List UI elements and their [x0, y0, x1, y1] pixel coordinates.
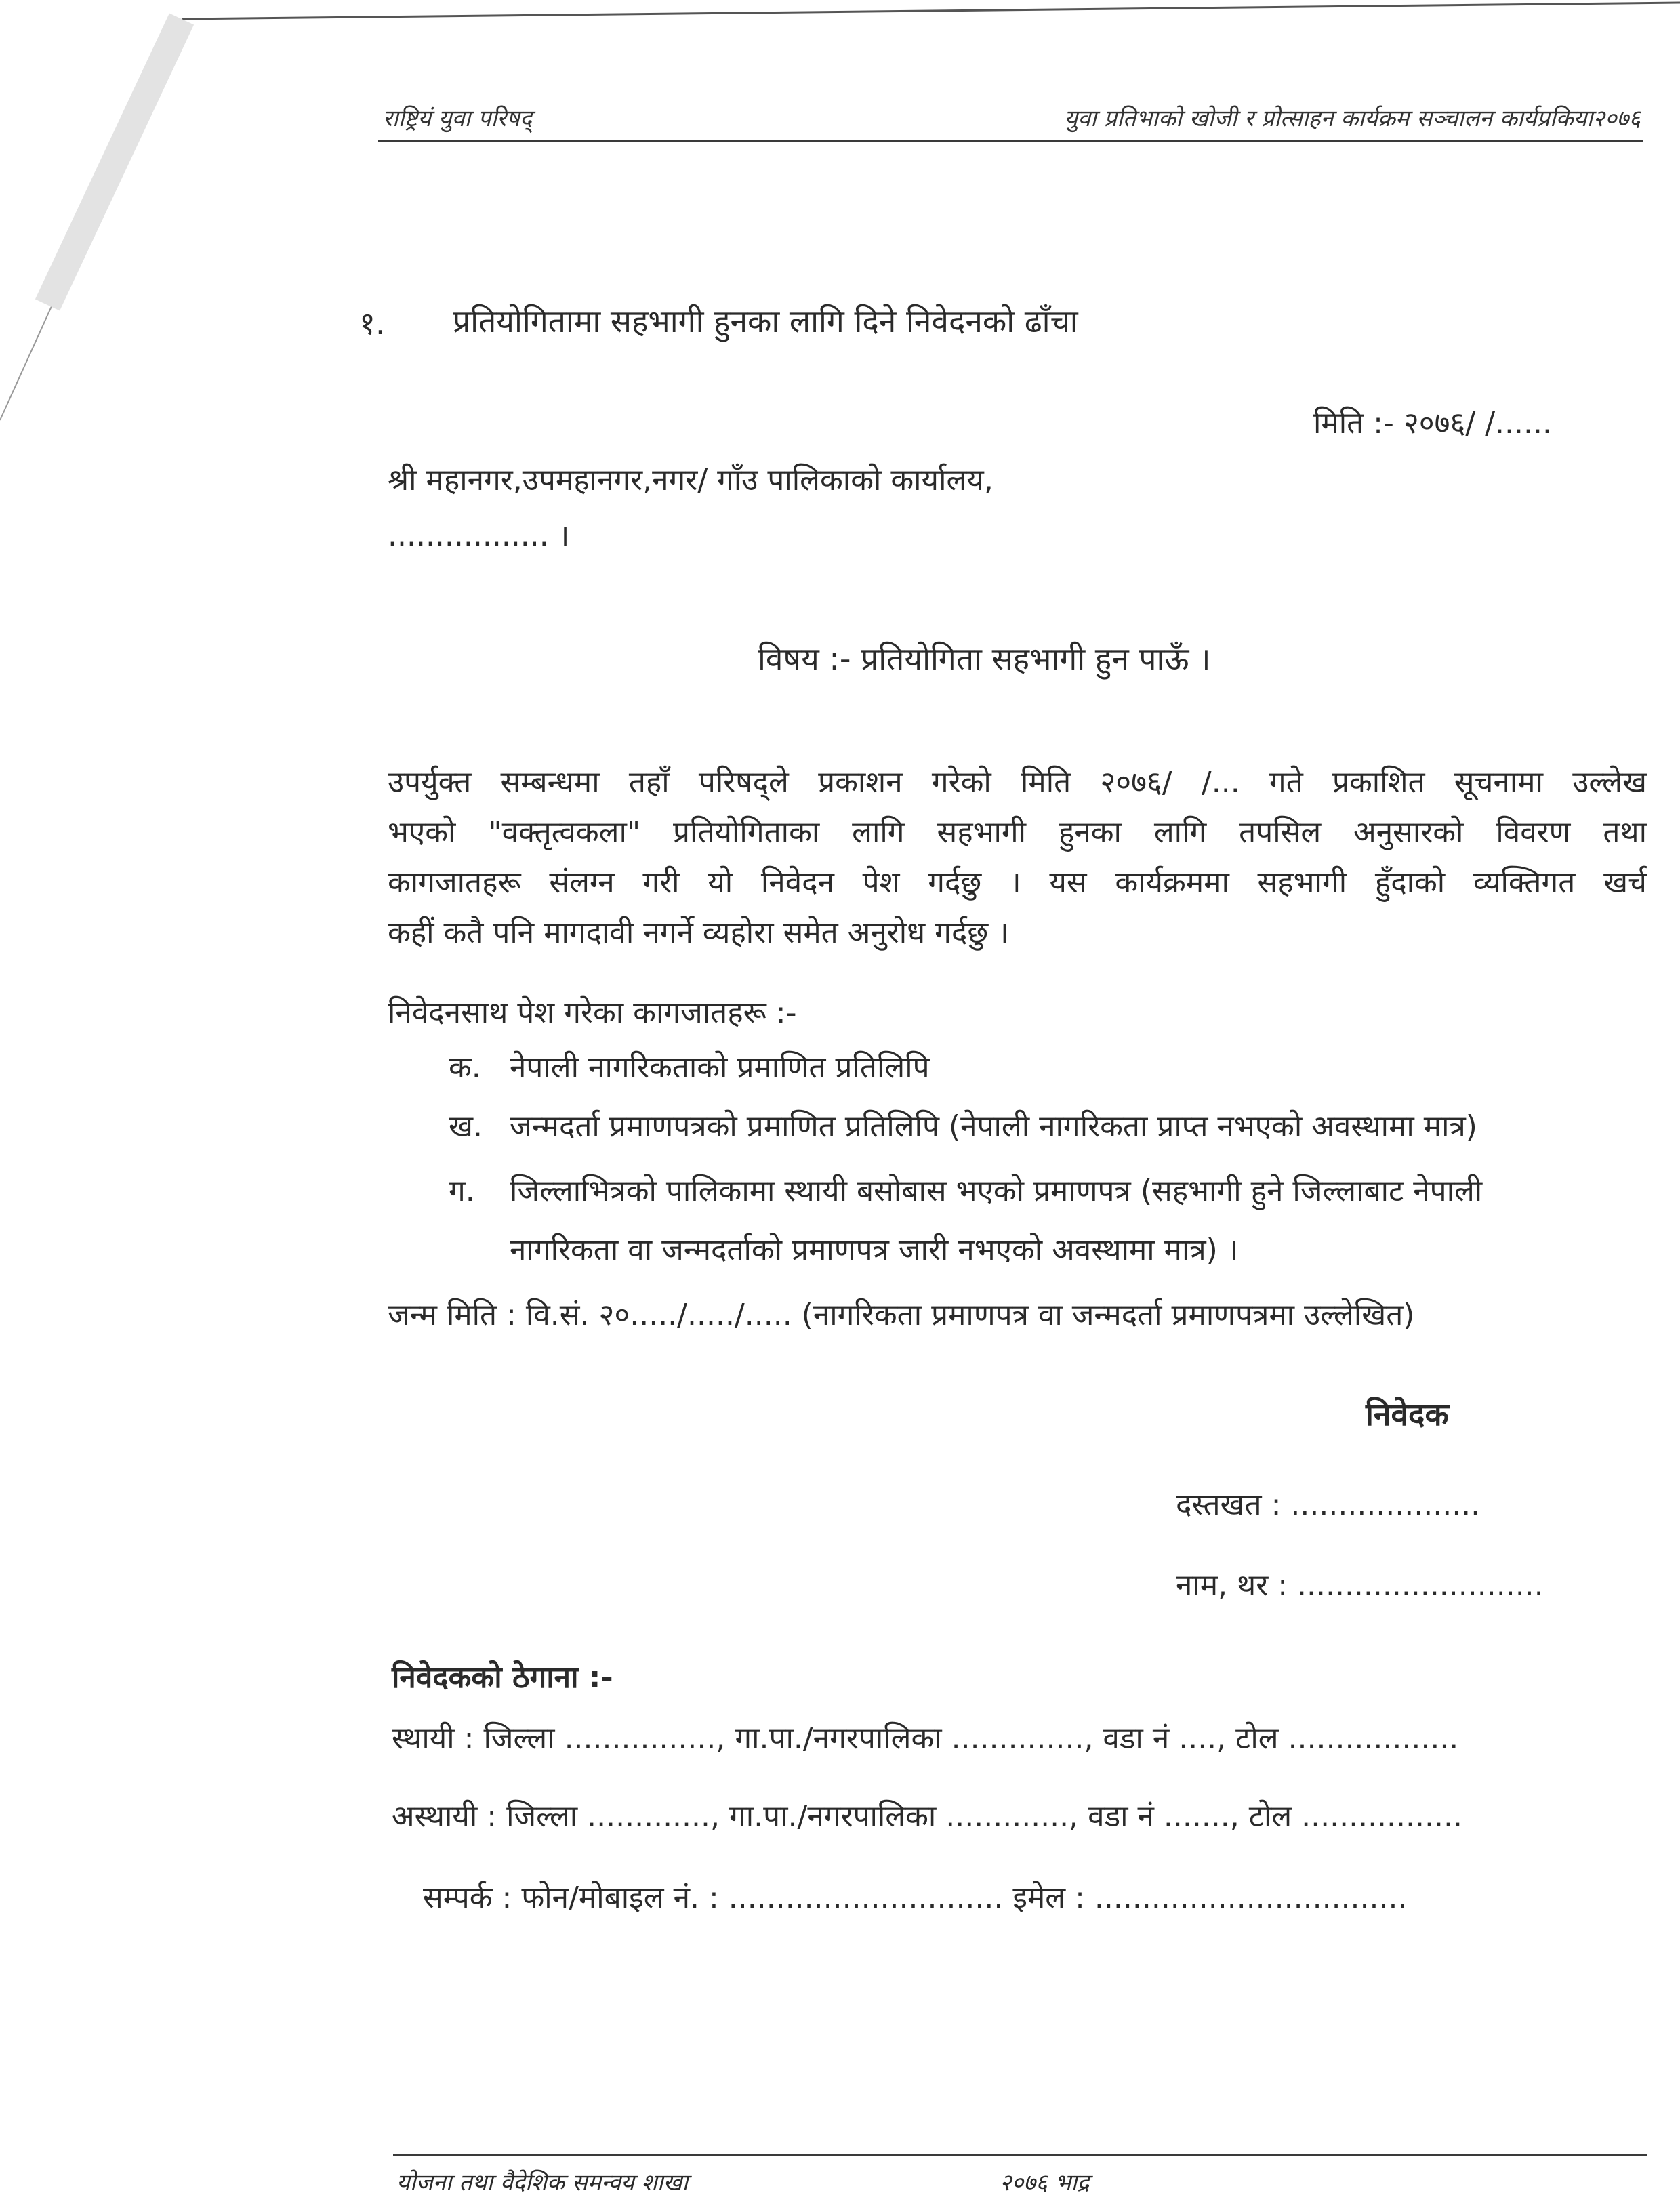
- permanent-address-line: स्थायी : जिल्ला ................, गा.पा./नगरपालिका .............., वडा नं ...., टोल ..................: [392, 1721, 1459, 1756]
- temporary-address-line: अस्थायी : जिल्ला ............., गा.पा./नगरपालिका ............., वडा नं ......., टोल .................: [392, 1799, 1462, 1834]
- heading-title: प्रतियोगितामा सहभागी हुनका लागि दिने निवेदनको ढाँचा: [453, 303, 1078, 340]
- applicant-heading: निवेदक: [1366, 1396, 1449, 1433]
- documents-heading: निवेदनसाथ पेश गरेका कागजातहरू :-: [388, 995, 797, 1030]
- footer-left: योजना तथा वैदेशिक समन्वय शाखा: [396, 2169, 689, 2196]
- body-paragraph: [388, 758, 1647, 958]
- doc-item-label: ख.: [449, 1109, 483, 1144]
- addressee-line-1: श्री महानगर,उपमहानगर,नगर/ गाँउ पालिकाको कार्यालय,: [388, 463, 993, 497]
- doc-item-text: जन्मदर्ता प्रमाणपत्रको प्रमाणित प्रतिलिपि (नेपाली नागरिकता प्राप्त नभएको अवस्थामा मात्र): [510, 1109, 1477, 1144]
- subject-line: विषय :- प्रतियोगिता सहभागी हुन पाऊँ ।: [758, 640, 1211, 677]
- address-heading: निवेदकको ठेगाना :-: [392, 1660, 613, 1695]
- doc-item-label: ग.: [449, 1174, 475, 1208]
- doc-item-text: जिल्लाभित्रको पालिकामा स्थायी बसोबास भएको प्रमाणपत्र (सहभागी हुने जिल्लाबाट नेपाली: [510, 1174, 1483, 1208]
- footer-rule: [393, 2154, 1647, 2156]
- doc-item-text: नेपाली नागरिकताको प्रमाणित प्रतिलिपि: [510, 1050, 930, 1085]
- footer-right: २०७६ भाद्र: [1000, 2169, 1090, 2196]
- header-rule: [378, 140, 1643, 142]
- body-line-1: उपर्युक्त सम्बन्धमा तहाँ परिषद्ले प्रकाशन गरेको मिति २०७६/ /... गते प्रकाशित सूचनामा उल्लेख: [388, 765, 1647, 800]
- header-right: युवा प्रतिभाको खोजी र प्रोत्साहन कार्यक्रम सञ्चालन कार्यप्रकिया२०७६: [1064, 105, 1641, 132]
- doc-item-text-continued: नागरिकता वा जन्मदर्ताको प्रमाणपत्र जारी नभएको अवस्थामा मात्र) ।: [510, 1233, 1239, 1267]
- body-line-3: कागजातहरू संलग्न गरी यो निवेदन पेश गर्दछु । यस कार्यक्रममा सहभागी हुँदाको व्यक्तिगत खर्च: [388, 865, 1647, 900]
- name-field: नाम, थर : ..........................: [1176, 1568, 1544, 1603]
- signature-field: दस्तखत : ....................: [1176, 1487, 1481, 1522]
- addressee-line-2: ................. ।: [388, 518, 570, 553]
- date-line: मिति :- २०७६/ /......: [1313, 406, 1552, 440]
- heading-number: १.: [359, 305, 386, 342]
- body-line-4: कहीं कतै पनि मागदावी नगर्ने व्यहोरा समेत अनुरोध गर्दछु ।: [388, 916, 1009, 950]
- dob-line: जन्म मिति : वि.सं. २०...../...../..... (नागरिकता प्रमाणपत्र वा जन्मदर्ता प्रमाणपत्रमा उल्लेखित): [388, 1298, 1415, 1332]
- body-line-2: भएको "वक्तृत्वकला" प्रतियोगिताका लागि सहभागी हुनका लागि तपसिल अनुसारको विवरण तथा: [388, 815, 1647, 850]
- doc-item-label: क.: [449, 1050, 481, 1085]
- contact-line: सम्पर्क : फोन/मोबाइल नं. : ............................. इमेल : .................................: [423, 1881, 1408, 1915]
- header-left: राष्ट्रियं युवा परिषद्: [383, 105, 532, 132]
